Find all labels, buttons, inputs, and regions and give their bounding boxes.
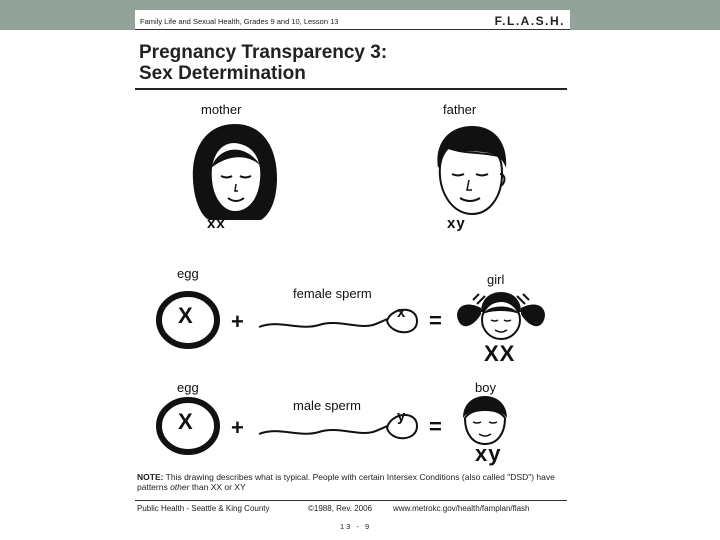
footer-copyright: ©1988, Rev. 2006 <box>308 504 373 513</box>
female-sperm-chromosome: x <box>397 304 407 321</box>
mother-label: mother <box>201 102 242 117</box>
mother-chromosomes: xx <box>207 215 226 232</box>
note-body-2: than XX or XY <box>189 482 246 492</box>
note-body-1: This drawing describes what is typical. People with certain Intersex Conditions (also called "DSD") have patterns <box>137 472 555 492</box>
note-body-italic: other <box>170 482 190 492</box>
mother-face-icon <box>185 120 285 220</box>
course-header: Family Life and Sexual Health, Grades 9 and 10, Lesson 13 <box>140 17 339 26</box>
father-label: father <box>443 102 477 117</box>
girl-row-egg-label: egg <box>177 266 199 281</box>
footer-org: Public Health - Seattle & King County <box>137 504 270 513</box>
girl-chromosomes: XX <box>484 341 516 366</box>
title-divider <box>135 88 567 90</box>
female-sperm-icon <box>257 305 419 339</box>
boy-row-sperm-label: male sperm <box>293 398 361 413</box>
boy-row-equals-sign: = <box>429 414 443 439</box>
girl-row-equals-sign: = <box>429 308 443 333</box>
brand-header: F.L.A.S.H. <box>494 14 565 28</box>
header-divider <box>135 29 570 30</box>
girl-row-egg-chromosome: X <box>178 303 194 328</box>
boy-row-egg-label: egg <box>177 380 199 395</box>
title-line-2: Sex Determination <box>139 63 306 84</box>
footer-divider <box>135 500 567 501</box>
document-page <box>135 10 570 540</box>
boy-row-plus-sign: + <box>231 415 245 440</box>
girl-label: girl <box>487 272 505 287</box>
page-number: 13 - 9 <box>340 522 372 531</box>
page-title <box>139 42 387 84</box>
note-label: NOTE: <box>137 472 164 482</box>
father-face-icon <box>428 122 512 218</box>
boy-row-egg-chromosome: X <box>178 409 194 434</box>
note-text <box>137 472 567 492</box>
girl-row-sperm-label: female sperm <box>293 286 372 301</box>
boy-chromosomes: xy <box>475 441 502 466</box>
title-line-1: Pregnancy Transparency 3: <box>139 42 388 63</box>
boy-label: boy <box>475 380 496 395</box>
boy-face-icon <box>459 394 511 446</box>
male-sperm-icon <box>257 410 419 444</box>
girl-row-plus-sign: + <box>231 309 245 334</box>
male-sperm-chromosome: y <box>397 408 407 425</box>
girl-face-icon <box>451 288 551 344</box>
footer-url: www.metrokc.gov/health/famplan/flash <box>393 504 530 513</box>
father-chromosomes: xy <box>447 215 466 232</box>
